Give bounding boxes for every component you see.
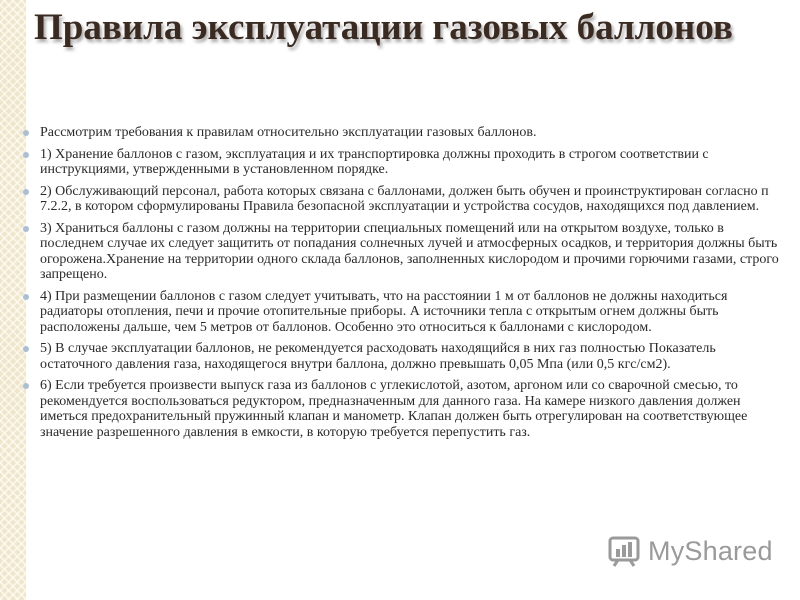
bullet-item bbox=[22, 221, 782, 283]
bullet-icon bbox=[23, 152, 29, 158]
bullet-item bbox=[22, 147, 782, 178]
watermark-text: MyShared bbox=[648, 535, 773, 566]
bullet-item bbox=[22, 341, 782, 372]
bullet-icon bbox=[23, 189, 29, 195]
bullet-text: 5) В случае эксплуатации баллонов, не рекомендуется расходовать находящийся в них газ полностью Показатель остаточного давления газа, находящегося внутри баллона, должно превышать 0,05 Мпа (или 0,5 кгс/см2). bbox=[40, 341, 716, 372]
bullet-icon bbox=[23, 383, 29, 389]
bullet-item bbox=[22, 184, 782, 215]
watermark bbox=[608, 534, 773, 568]
slide-title: Правила эксплуатации газовых баллонов bbox=[34, 7, 733, 48]
bullet-text: 6) Если требуется произвести выпуск газа из баллонов с углекислотой, азотом, аргоном или со сварочной смесью, то рекомендуется воспользоваться редуктором, предназначенным для данного газа. На камере низкого давления должен иметься предохранительный пружинный клапан и манометр. Клапан должен быть отрегулирован на соответствующее значение разрешенного давления в емкости, в которую требуется перепустить газ. bbox=[40, 378, 748, 440]
bullet-text: 4) При размещении баллонов с газом следует учитывать, что на расстоянии 1 м от баллонов не должны находиться радиаторы отопления, печи и прочие отопительные приборы. А источники тепла с открытым огнем должны быть расположены дальше, чем 5 метров от баллонов. Особенно это относиться к баллонами с кислородом. bbox=[40, 288, 728, 335]
bullet-icon bbox=[23, 130, 29, 136]
bullet-item bbox=[22, 125, 782, 141]
bullet-text: 1) Хранение баллонов с газом, эксплуатация и их транспортировка должны проходить в строгом соответствии с инструкциями, утвержденными в установленном порядке. bbox=[40, 146, 709, 177]
bullet-item bbox=[22, 378, 782, 440]
bullet-list bbox=[22, 125, 782, 446]
bullet-text: Рассмотрим требования к правилам относительно эксплуатации газовых баллонов. bbox=[40, 125, 537, 140]
bullet-icon bbox=[23, 346, 29, 352]
myshared-logo-icon bbox=[608, 534, 642, 568]
bullet-item bbox=[22, 289, 782, 336]
bullet-icon bbox=[23, 226, 29, 232]
bullet-text: 2) Обслуживающий персонал, работа которых связана с баллонами, должен быть обучен и проинструктирован согласно п 7.2.2, в котором сформулированы Правила безопасной эксплуатации и устройства сосудов, находящихся под давлением. bbox=[40, 183, 769, 214]
bullet-icon bbox=[23, 294, 29, 300]
bullet-text: 3) Храниться баллоны с газом должны на территории специальных помещений или на открытом воздухе, только в последнем случае их следует защитить от попадания солнечных лучей и атмосферных осадков, и территория должны быть огорожена.Хранение на территории одного склада баллонов, заполненных кислородом и прочими горючими газами, строго запрещено. bbox=[40, 220, 779, 282]
